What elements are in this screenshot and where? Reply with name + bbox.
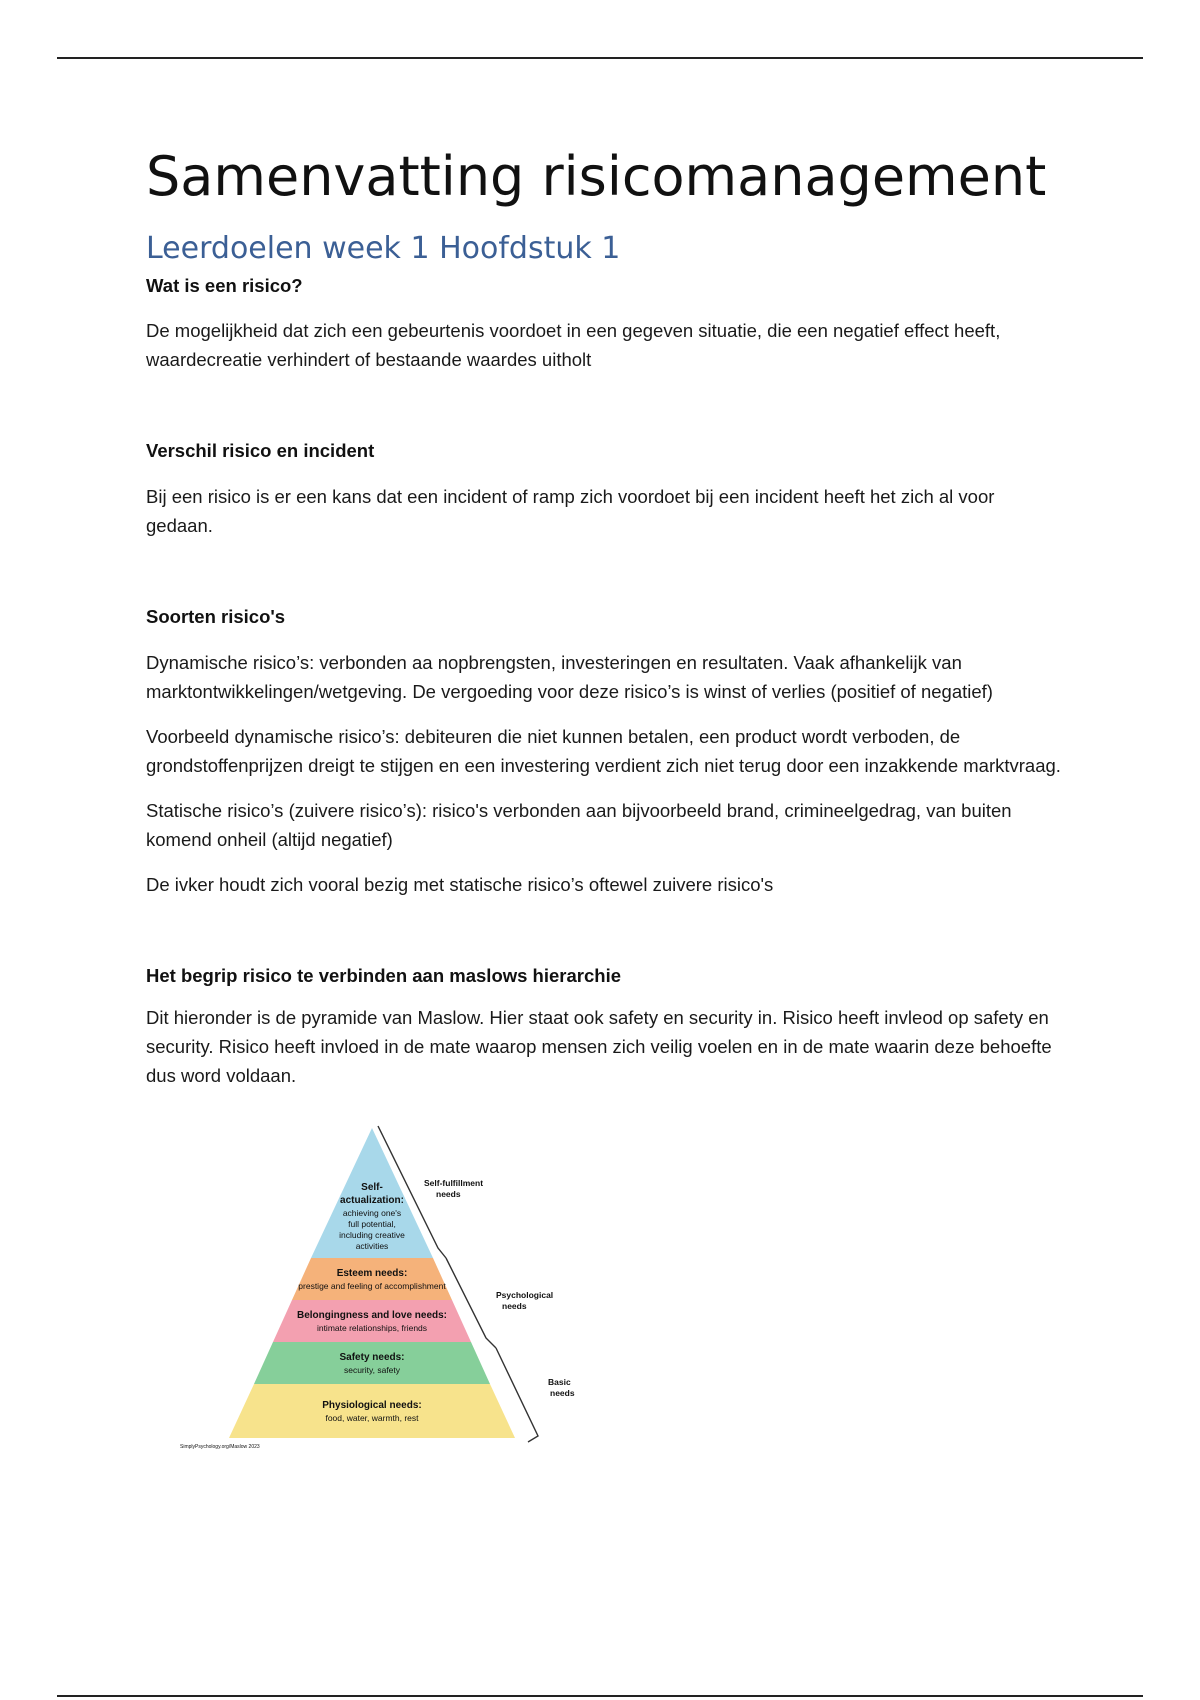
level-desc: food, water, warmth, rest — [325, 1413, 419, 1423]
bracket-label: Self-fulfillment — [424, 1178, 484, 1188]
level-title: Self- — [361, 1182, 383, 1193]
footer-rule — [57, 1695, 1143, 1697]
level-desc: including creative — [339, 1230, 405, 1240]
section-heading-wat-is-een-risico: Wat is een risico? — [146, 275, 303, 296]
figure-credit: SimplyPsychology.org/Maslow 2023 — [180, 1444, 260, 1450]
pyramid-level-safety — [254, 1342, 490, 1384]
pyramid-level-physiological — [229, 1384, 515, 1438]
document-title: Samenvatting risicomanagement — [146, 145, 1047, 208]
section-heading-soorten-risicos: Soorten risico's — [146, 606, 286, 627]
section-paragraph: Dynamische risico’s: verbonden aa nopbrengsten, investeringen en resultaten. Vaak afhankelijk van marktontwikkelingen/wetgeving. De vergoeding voor deze risico’s is winst of verlies (positief of negatief) — [146, 652, 993, 702]
level-title: Belongingness and love needs: — [296, 1310, 448, 1321]
document-body — [146, 145, 1066, 1450]
bracket-label: needs — [436, 1189, 461, 1199]
level-desc: activities — [355, 1241, 389, 1251]
level-desc: prestige and feeling of accomplishment — [298, 1281, 446, 1291]
level-desc: intimate relationships, friends — [316, 1323, 428, 1333]
section-paragraph: De mogelijkheid dat zich een gebeurtenis voordoet in een gegeven situatie, die een negatief effect heeft, waardecreatie verhindert of bestaande waardes uitholt — [146, 320, 1001, 370]
pyramid-level-esteem — [292, 1258, 452, 1300]
bracket-label: needs — [550, 1388, 575, 1398]
section-heading-maslow: Het begrip risico te verbinden aan maslows hierarchie — [146, 965, 621, 986]
bracket-label: Basic — [548, 1377, 571, 1387]
level-title: Physiological needs: — [322, 1400, 422, 1411]
pyramid-level-belongingness — [273, 1300, 471, 1342]
section-paragraph: Bij een risico is er een kans dat een incident of ramp zich voordoet bij een incident heeft het zich al voor gedaan. — [146, 486, 995, 536]
level-title: Safety needs: — [339, 1352, 405, 1363]
maslow-pyramid-diagram — [146, 1120, 616, 1450]
document-subtitle: Leerdoelen week 1 Hoofdstuk 1 — [146, 231, 621, 266]
section-paragraph: De ivker houdt zich vooral bezig met statische risico’s oftewel zuivere risico's — [146, 874, 774, 895]
level-desc: security, safety — [343, 1365, 401, 1375]
section-paragraph: Voorbeeld dynamische risico’s: debiteuren die niet kunnen betalen, een product wordt verboden, de grondstoffenprijzen dreigt te stijgen en een investering verdient zich niet terug door een inzakkende marktvraag. — [146, 726, 1061, 776]
level-title: Esteem needs: — [336, 1268, 408, 1279]
section-paragraph: Statische risico’s (zuivere risico’s): risico's verbonden aan bijvoorbeeld brand, crimineelgedrag, van buiten komend onheil (altijd negatief) — [146, 800, 1012, 850]
level-title: actualization: — [340, 1195, 404, 1206]
level-desc: achieving one's — [342, 1208, 402, 1218]
header-rule — [57, 57, 1143, 59]
level-desc: full potential, — [348, 1219, 396, 1229]
section-heading-verschil-risico-incident: Verschil risico en incident — [146, 440, 375, 461]
bracket-label: needs — [502, 1301, 527, 1311]
section-paragraph: Dit hieronder is de pyramide van Maslow. Hier staat ook safety en security in. Risico heeft invleod op safety en security. Risico heeft invloed in de mate waarop mensen zich veilig voelen en in de mate waarin deze behoefte dus word voldaan. — [146, 1007, 1052, 1086]
maslow-pyramid-figure — [146, 1120, 616, 1450]
bracket-label: Psychological — [496, 1290, 554, 1300]
